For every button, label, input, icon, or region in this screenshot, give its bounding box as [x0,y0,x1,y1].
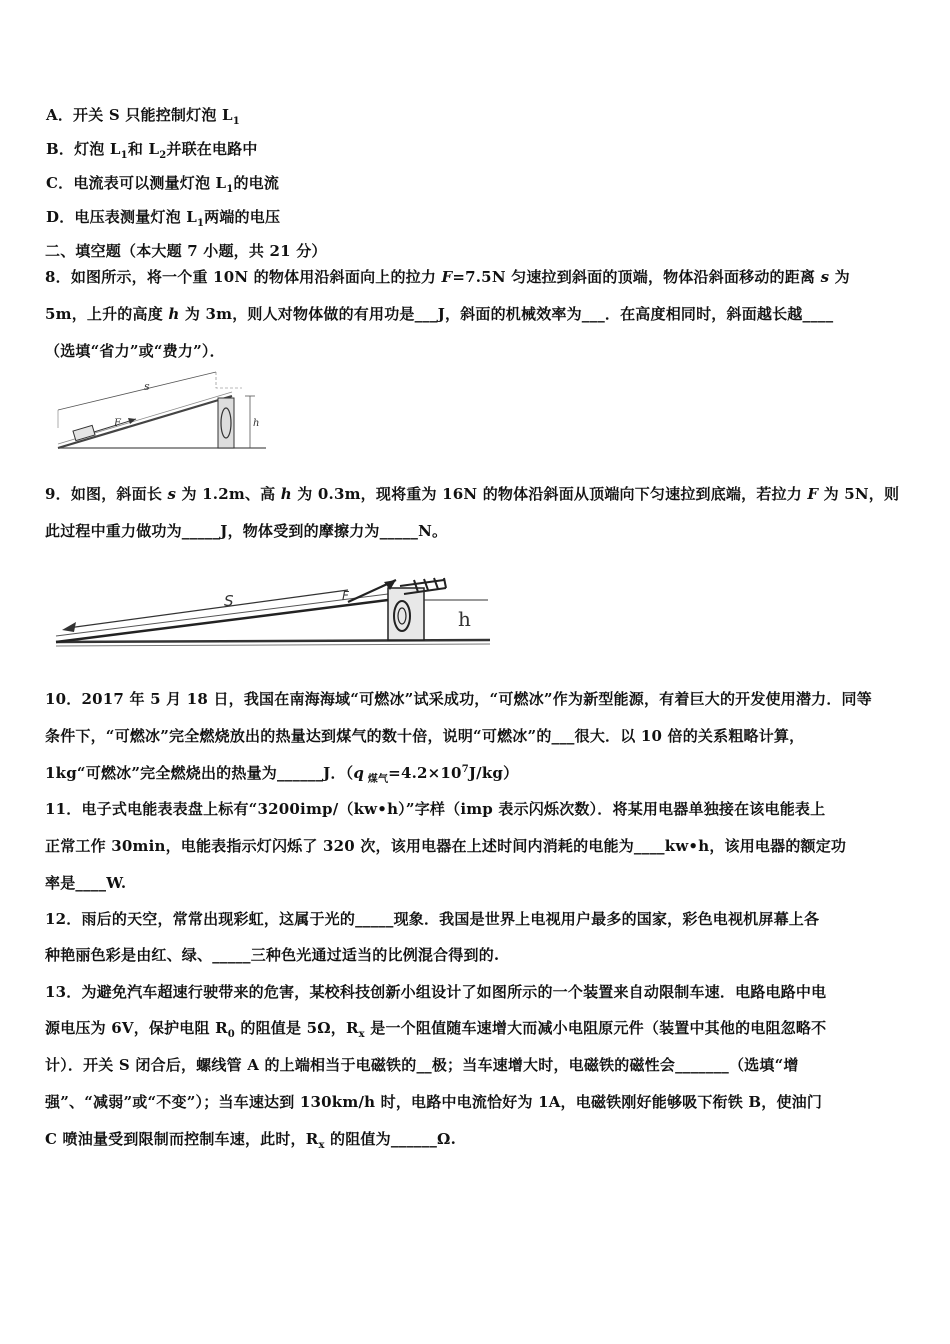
option-a [46,104,240,125]
q9-text: 为 5N，则 [818,485,900,503]
section-heading: 二、填空题（本大题 7 小题，共 21 分） [45,242,327,260]
option-b [46,138,258,159]
fig-label-s: S [224,592,234,610]
q8-text: 8．如图所示，将一个重 10N 的物体用沿斜面向上的拉力 [45,268,442,286]
option-b-text: B．灯泡 L [46,140,121,158]
q9-text: 为 1.2m、高 [176,485,281,503]
q9-text: 9．如图，斜面长 [45,485,168,503]
question-9-line-2: 此过程中重力做功为_____J，物体受到的摩擦力为_____N。 [45,522,448,540]
question-10-line-1: 10．2017 年 5 月 18 日，我国在南海海域“可燃冰”试采成功，“可燃冰”作为新型能源，有着巨大的开发使用潜力．同等 [45,690,872,708]
incline-figure-q9 [48,560,498,660]
subscript: 煤气 [364,774,389,785]
q10-text: 1kg“可燃冰”完全燃烧出的热量为______J．（ [45,764,354,782]
question-11-line-2: 正常工作 30min，电能表指示灯闪烁了 320 次，该用电器在上述时间内消耗的电能为____kw•h，该用电器的额定功 [45,837,847,855]
question-13-line-2 [45,1017,826,1038]
q13-text: 的阻值为______Ω. [324,1130,457,1148]
option-c [46,172,279,193]
question-12-line-2: 种艳丽色彩是由红、绿、_____三种色光通过适当的比例混合得到的. [45,946,500,964]
q9-text: 为 0.3m，现将重为 16N 的物体沿斜面从顶端向下匀速拉到底端，若拉力 [291,485,808,503]
q13-text: 源电压为 6V，保护电阻 R [45,1019,228,1037]
q13-text: 是一个阻值随车速增大而减小电阻原元件（装置中其他的电阻忽略不 [364,1019,827,1037]
fig-label-f: F [342,589,349,603]
question-10-line-2: 条件下，“可燃冰”完全燃烧放出的热量达到煤气的数十倍，说明“可燃冰”的___很大．以 10 倍的关系粗略计算， [45,727,805,745]
question-8-line-3: （选填“省力”或“费力”）． [45,342,225,360]
question-8-line-1 [45,266,850,287]
q10-text: =4.2×10 [388,764,462,782]
var-f: F [441,268,453,286]
var-h: h [168,305,180,323]
question-11-line-3: 率是____W. [45,874,127,892]
question-13-line-4: 强”、“减弱”或“不变”）；当车速达到 130km/h 时，电路中电流恰好为 1A，电磁铁刚好能够吸下衔铁 B，使油门 [45,1093,823,1111]
question-10-line-3 [45,762,518,783]
var-h: h [280,485,292,503]
fig-label-f: F [114,418,121,429]
question-8-line-2 [45,303,833,324]
var-f: F [807,485,819,503]
question-13-line-1: 13．为避免汽车超速行驶带来的危害，某校科技创新小组设计了如图所示的一个装置来自动限制车速．电路电路中电 [45,983,827,1001]
superscript: 7 [461,764,469,775]
subscript: 2 [159,150,167,161]
q8-text: 为 3m，则人对物体做的有用功是___J，斜面的机械效率为___．在高度相同时，斜面越长越____ [179,305,834,323]
subscript: 1 [226,184,234,195]
option-c-text: C．电流表可以测量灯泡 L [46,174,227,192]
option-d-text: D．电压表测量灯泡 L [46,208,197,226]
q8-text: =7.5N 匀速拉到斜面的顶端，物体沿斜面移动的距离 [452,268,821,286]
var-s: s [167,485,177,503]
question-12-line-1: 12．雨后的天空，常常出现彩虹，这属于光的_____现象．我国是世界上电视用户最多的国家，彩色电视机屏幕上各 [45,910,820,928]
subscript: 0 [227,1029,235,1040]
subscript: 1 [196,218,205,229]
q8-text: 5m，上升的高度 [45,305,169,323]
option-b-text: 和 L [127,140,160,158]
fig-label-h: h [253,418,260,429]
option-a-text: A．开关 S 只能控制灯泡 L [46,106,233,124]
q8-text: 为 [829,268,850,286]
fig-label-s: s [144,380,150,393]
q10-text: J/kg） [468,764,519,782]
subscript: x [318,1140,325,1151]
question-13-line-5 [45,1128,456,1149]
subscript: 1 [232,116,240,127]
option-c-text: 的电流 [233,174,280,192]
incline-figure-q8 [40,368,280,458]
var-s: s [820,268,830,286]
q13-text: 的阻值是 5Ω，R [234,1019,359,1037]
option-d [46,206,280,227]
var-q: q [353,764,365,782]
subscript: x [358,1029,365,1040]
option-d-text: 两端的电压 [204,208,281,226]
option-b-text: 并联在电路中 [166,140,258,158]
fig-label-h: h [458,607,471,631]
subscript: 1 [120,150,128,161]
question-9-line-1 [45,483,899,504]
question-13-line-3: 计）．开关 S 闭合后，螺线管 A 的上端相当于电磁铁的__极；当车速增大时，电磁铁的磁性会_______（选填“增 [45,1056,799,1074]
q13-text: C 喷油量受到限制而控制车速，此时，R [45,1130,319,1148]
question-11-line-1: 11．电子式电能表表盘上标有“3200imp/（kw•h）”字样（imp 表示闪烁次数）．将某用电器单独接在该电能表上 [45,800,826,818]
